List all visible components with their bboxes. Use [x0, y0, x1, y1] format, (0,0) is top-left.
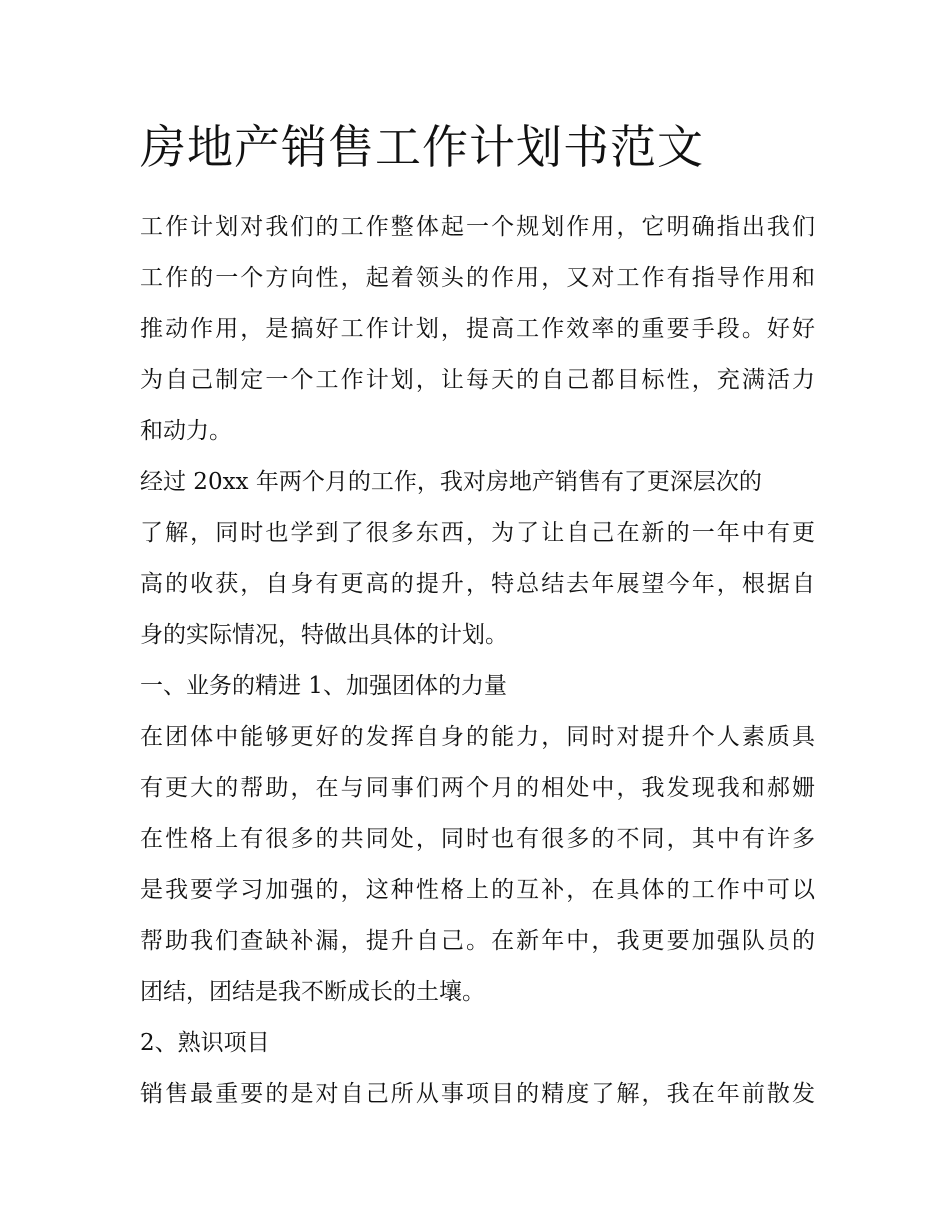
text-line: 推动作用，是搞好工作计划，提高工作效率的重要手段。好好 [140, 316, 815, 342]
text-line: 团结，团结是我不断成长的土壤。 [140, 979, 485, 1005]
document-page [140, 112, 815, 1120]
text-line: 销售最重要的是对自己所从事项目的精度了解，我在年前散发 [140, 1081, 815, 1107]
text-line: 为自己制定一个工作计划，让每天的自己都目标性，充满活力 [140, 367, 815, 393]
text-line: 有更大的帮助，在与同事们两个月的相处中，我发现我和郝姗 [140, 775, 815, 801]
text-line: 工作的一个方向性，起着领头的作用，又对工作有指导作用和 [140, 265, 815, 291]
text-line: 在团体中能够更好的发挥自身的能力，同时对提升个人素质具 [140, 724, 815, 750]
section-heading: 一、业务的精进 1、加强团体的力量 [140, 673, 507, 699]
text-line: 是我要学习加强的，这种性格上的互补，在具体的工作中可以 [140, 877, 815, 903]
text-line: 和动力。 [140, 418, 232, 444]
text-line: 在性格上有很多的共同处，同时也有很多的不同，其中有许多 [140, 826, 815, 852]
text-line: 经过 20xx 年两个月的工作，我对房地产销售有了更深层次的 [140, 469, 762, 495]
document-title: 房地产销售工作计划书范文 [140, 120, 704, 174]
text-line: 高的收获，自身有更高的提升，特总结去年展望今年，根据自 [140, 571, 815, 597]
text-line: 身的实际情况，特做出具体的计划。 [140, 622, 508, 648]
text-line: 了解，同时也学到了很多东西，为了让自己在新的一年中有更 [140, 520, 815, 546]
document-body [140, 202, 815, 1120]
text-line: 帮助我们查缺补漏，提升自己。在新年中，我更要加强队员的 [140, 928, 815, 954]
section-heading: 2、熟识项目 [140, 1030, 270, 1056]
text-line: 工作计划对我们的工作整体起一个规划作用，它明确指出我们 [140, 214, 815, 240]
